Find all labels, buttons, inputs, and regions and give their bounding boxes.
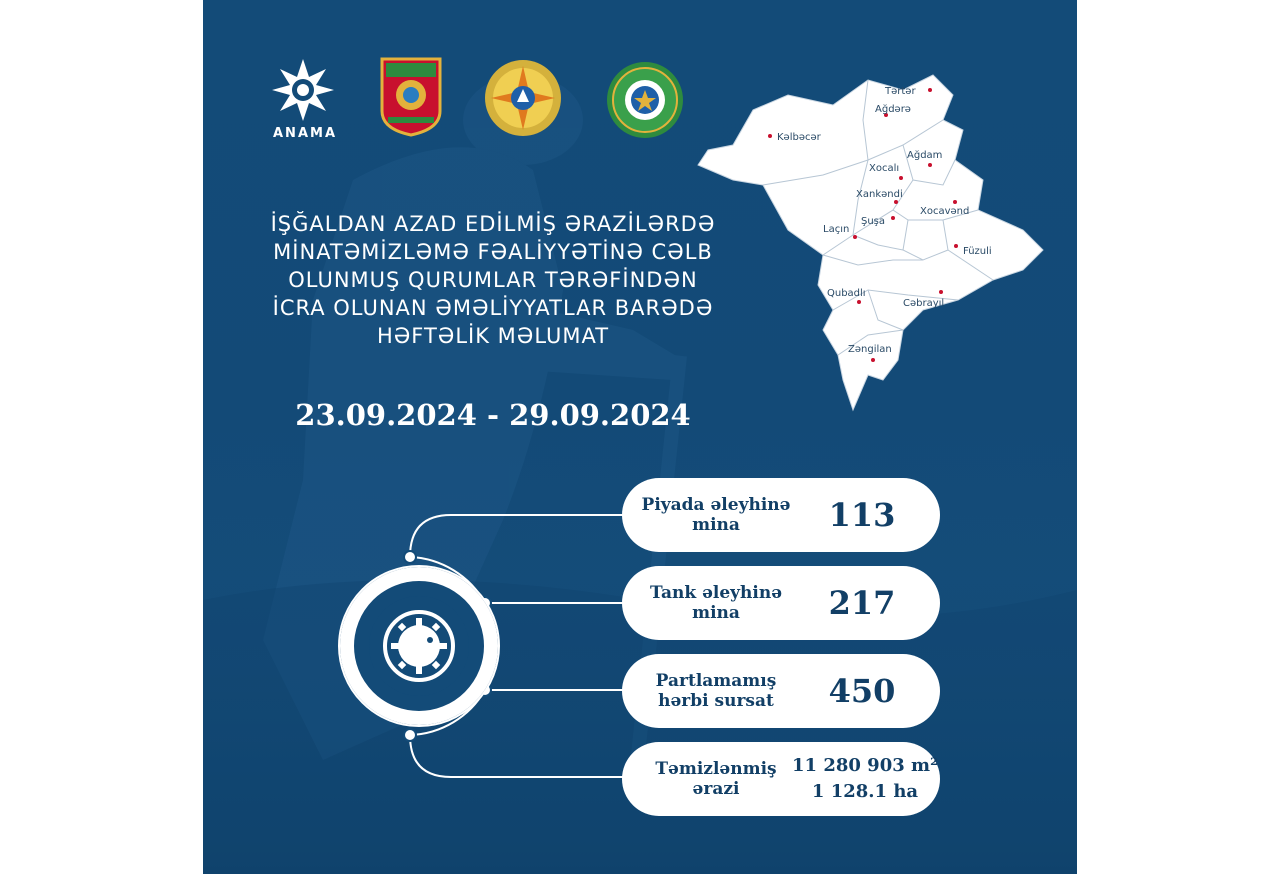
stat-card-unexploded-ordnance [622,654,940,728]
map-label-fuzuli: Füzuli [963,246,992,257]
stat-label-line2: ərazi [692,779,740,799]
stat-card-antipersonnel-mines [622,478,940,552]
title-line-4: İCRA OLUNAN ƏMƏLİYYATLAR BARƏDƏ [272,296,714,320]
map-label-xocali: Xocalı [869,163,900,174]
title-line-5: HƏFTƏLİK MƏLUMAT [376,324,610,348]
map-dot-terter [928,88,932,92]
border-service-emblem-icon [605,60,685,140]
map-dot-xankendi [894,200,898,204]
map-dot-xocali [899,176,903,180]
anama-wordmark: ANAMA [273,126,337,141]
map-dot-agdam [928,163,932,167]
map-dot-lacin [853,235,857,239]
stat-value-ha: 1 128.1 ha [811,781,919,802]
emergency-ministry-emblem-icon [483,58,563,138]
stat-label [636,478,796,552]
map-label-xankendi: Xankəndi [856,189,903,200]
map-label-lacin: Laçın [823,224,850,235]
map-dot-zengilan [871,358,875,362]
map-label-kelbecer: Kəlbəcər [777,132,821,143]
stat-label-line1: Partlamamış [655,671,777,691]
stat-value: 113 [828,496,896,534]
map-label-terter: Tərtər [885,86,916,97]
stat-label-line2: mina [692,515,740,535]
stat-label-line1: Təmizlənmiş [655,759,777,779]
stat-label-line2: mina [692,603,740,623]
stat-card-cleared-area [622,742,940,816]
title-line-3: OLUNMUŞ QURUMLAR TƏRƏFİNDƏN [288,268,698,292]
stat-value: 450 [828,672,896,710]
map-dot-qubadli [857,300,861,304]
map-dot-cebrayil [939,290,943,294]
stat-label [636,566,796,640]
map-dot-fuzuli [954,244,958,248]
map-label-agdere: Ağdərə [875,104,911,115]
title-line-1: İŞĞALDAN AZAD EDİLMİŞ ƏRAZİLƏRDƏ [270,212,716,236]
page-title [243,210,743,350]
map-label-zengilan: Zəngilan [848,344,892,355]
title-line-2: MİNATƏMİZLƏMƏ FƏALİYYƏTİNƏ CƏLB [273,240,713,264]
map-label-qubadli: Qubadlı [827,288,866,299]
map-label-xocavend: Xocavənd [920,206,970,217]
map-label-susa: Şuşa [861,216,886,227]
stat-label-line2: hərbi sursat [658,691,774,711]
anama-star-icon [268,55,338,125]
stat-label [636,654,796,728]
stat-value-sqm: 11 280 903 m² [792,755,938,776]
map-dot-kelbecer [768,134,772,138]
map-dot-xocavend [953,200,957,204]
map-label-agdam: Ağdam [907,150,943,161]
date-range: 23.09.2024 - 29.09.2024 [295,398,691,432]
liberated-territories-map [693,70,1053,420]
infographic-poster [203,0,1077,874]
defense-ministry-shield-icon [378,55,444,137]
stat-label-line1: Piyada əleyhinə [641,495,791,515]
stat-value: 217 [828,584,896,622]
map-dot-susa [891,216,895,220]
stat-value [790,742,940,816]
map-label-cebrayil: Cəbrayıl [903,298,945,309]
stat-card-antitank-mines [622,566,940,640]
stat-label [636,742,796,816]
stat-label-line1: Tank əleyhinə [649,583,783,603]
